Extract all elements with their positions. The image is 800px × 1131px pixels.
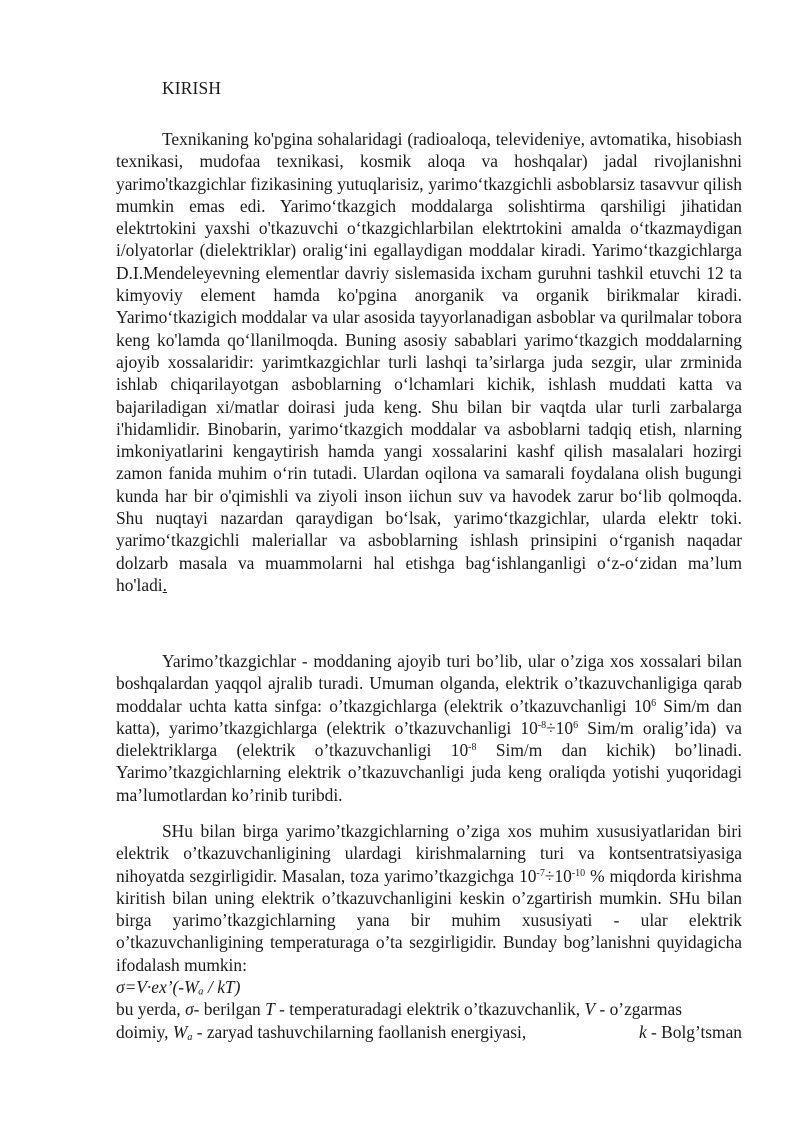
p2-text-3: ÷10 xyxy=(546,717,574,738)
p3-sup-2: -10 xyxy=(571,867,586,879)
bu-text-a: bu yerda, xyxy=(116,999,186,1019)
p2-sup-2: -8 xyxy=(537,719,547,731)
v-symbol: V xyxy=(584,999,596,1019)
p2-text-1: Yarimo’tkazgichlar - moddaning ajoyib turi bo’lib, ular o’ziga xos xossalari bilan boshqalardan yaqqol ajralib turadi. Umuman olganda, elektrik o’tkazuvchanligiga qarab moddalar uchta katta sinfga: o’tkazgichlarga (elektrik o’tkazuvchanligi 10 xyxy=(116,651,742,716)
bu-text-c: - temperaturadagi elektrik o’tkazuvchanlik, xyxy=(274,999,585,1019)
conductivity-formula: σ=V·ex’(-Wₐ / kT) xyxy=(116,977,241,997)
w-symbol: W xyxy=(172,1022,188,1042)
p2-text-4: Sim/m oralig’ida) va dielektriklarga (elektrik o’tkazuvchanligi 10 xyxy=(116,717,742,761)
paragraph-impurities xyxy=(116,820,742,976)
heading-kirish: KIRISH xyxy=(162,78,222,98)
p3-sup-1: -7 xyxy=(536,867,545,879)
bu-text-b: - berilgan xyxy=(193,999,266,1019)
p3-text-2: ÷10 xyxy=(544,865,572,886)
formula-explanation-line-2 xyxy=(116,1021,742,1049)
paragraph-intro xyxy=(116,128,742,596)
doimiy-text-a: doimiy, xyxy=(116,1022,173,1042)
p2-sup-4: -8 xyxy=(468,742,477,754)
sigma-symbol: σ xyxy=(185,999,194,1019)
paragraph-intro-text: Texnikaning ko'pgina sohalaridagi (radioaloqa, televideniye, avtomatika, hisobiash texnikasi, mudofaa texnikasi, kosmik aloqa va hoshqalar) jadal rivojlanishni yarimo'tkazgichlar fizikasining yutuqlarisiz, yarimo‘tkazgichli asboblarsiz tasavvur qilish mumkin emas edi. Yarimo‘tkazgich moddalarga solishtirma qarshiligi jihatidan elektrtokini yaxshi o'tkazuvchi o‘tkazgichlarbilan elektrtokini amalda o‘tkazmaydigan i/olyatorlar (dielektriklar) oralig‘ini egallaydigan moddalar kiradi. Yarimo‘tkazgichlarga D.I.Mendeleyevning elementlar davriy sislemasida ixcham guruhni tashkil etuvchi 12 ta kimyoviy element hamda ko'pgina anorganik va organik birikmalar kiradi. Yarimo‘tkazigich moddalar va ular asosida tayyorlanadigan asboblar va qurilmalar tobora keng ko'lamda qo‘llanilmoqda. Buning asosiy sabablari yarimo‘tkazgich moddalarning ajoyib xossalaridir: yarimtkazgichlar turli lashqi ta’sirlarga juda sezgir, ular zrminida ishlab chiqarilayotgan asboblarning o‘lchamlari kichik, ishlash muddati katta va bajariladigan xi/matlar doirasi juda keng. Shu bilan bir vaqtda ular turli zarbalarga i'hidamlidir. Binobarin, yarimo‘tkazgich moddalar va asboblarni tadqiq etish, nlarning imkoniyatlarini kengaytirish hamda yangi xossalarini kashf qilish masalalari hozirgi zamon fanida muhim o‘rin tutadi. Ulardan oqilona va samarali foydalana olish bugungi kunda har bir o'qimishli va ziyoli inson iichun suv va havodek zarur bo‘lib qolmoqda. Shu nuqtayi nazardan qaraydigan bo‘lsak, yarimo‘tkazgichlar, ularda elektr toki. yarimo‘tkazgichli maleriallar va asboblarning ishlash prinsipini o‘rganish naqadar dolzarb masala va muammolarni hal etishga bag‘ishlanganligi o‘z-o‘zidan ma’lum ho'ladi xyxy=(116,129,742,595)
formula-explanation-line-1 xyxy=(116,998,742,1020)
doimiy-text-c: - Bolg’tsman xyxy=(646,1022,742,1042)
p2-sup-1: 6 xyxy=(651,697,657,709)
paragraph-intro-end: . xyxy=(162,574,167,595)
doimiy-text-b: - zaryad tashuvchilarning faollanish energiyasi, xyxy=(192,1022,527,1042)
p2-sup-3: 6 xyxy=(573,719,579,731)
p2-text-2: Sim/m dan katta), yarimo’tkazgichlarga (elektrik o’tkazuvchanligi 10 xyxy=(116,695,742,738)
boltzmann-part xyxy=(639,1021,742,1043)
paragraph-semiconductors xyxy=(116,650,742,806)
t-symbol: T xyxy=(265,999,275,1019)
p3-text-1: SHu bilan birga yarimo’tkazgichlarning o’ziga xos muhim xususiyatlaridan biri elektrik o’tkazuvchanligining ulardagi kirishmalarning turi va kontsentratsiyasiga nihoyatda sezgirligidir. Masalan, toza yarimo’tkazgichga 10 xyxy=(116,821,742,886)
p3-text-3: % miqdorda kirishma kiritish bilan uning elektrik o’tkazuvchanligini keskin o’zgartirish mumkin. SHu bilan birga yarimo’tkazgichlarning yana bir muhim xususiyati - ular elektrik o’tkazuvchanligining temperaturaga o’ta sezgirligidir. Bunday bog’lanishni quyidagicha ifodalash mumkin: xyxy=(116,865,742,975)
k-symbol: k xyxy=(638,1022,647,1042)
w-subscript: a xyxy=(187,1032,193,1043)
p2-text-5: Sim/m dan kichik) bo’linadi. Yarimo’tkazgichlarning elektrik o’tkazuvchanligi juda keng oraliqda yotishi yuqoridagi ma’lumotlardan ko’rinib turibdi. xyxy=(116,740,742,805)
bu-text-d: - o’zgarmas xyxy=(595,999,683,1019)
